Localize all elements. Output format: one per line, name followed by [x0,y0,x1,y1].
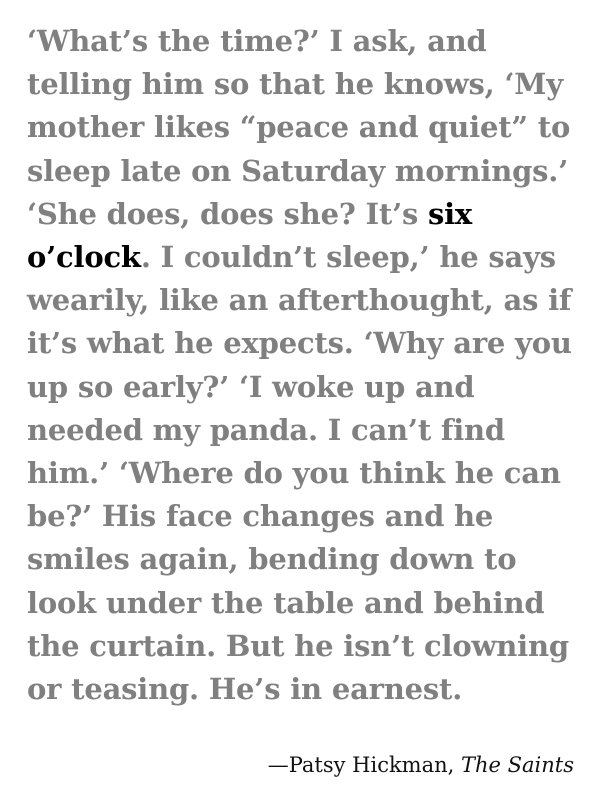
passage-text-before: ‘What’s the time?’ I ask, and telling him so that he knows, ‘My mother likes “peace and quiet” to sleep late on Saturday mornings.’ ‘She does, does she? It’s [27,24,571,231]
attribution [268,750,574,780]
quote-passage [27,20,575,711]
book-title: The Saints [461,753,574,777]
author-name: —Patsy Hickman, [267,753,461,777]
passage-text-after: . I couldn’t sleep,’ he says wearily, like an afterthought, as if it’s what he expects. ‘Why are you up so early?’ ‘I woke up and needed my panda. I can’t find him.’ ‘Where do you think he can be?’ His face changes and he smiles again, bending down to look under the table and behind the curtain. But he isn’t clowning or teasing. He’s in earnest. [27,240,572,707]
highlighted-time-phrase: six o’clock [27,196,473,275]
